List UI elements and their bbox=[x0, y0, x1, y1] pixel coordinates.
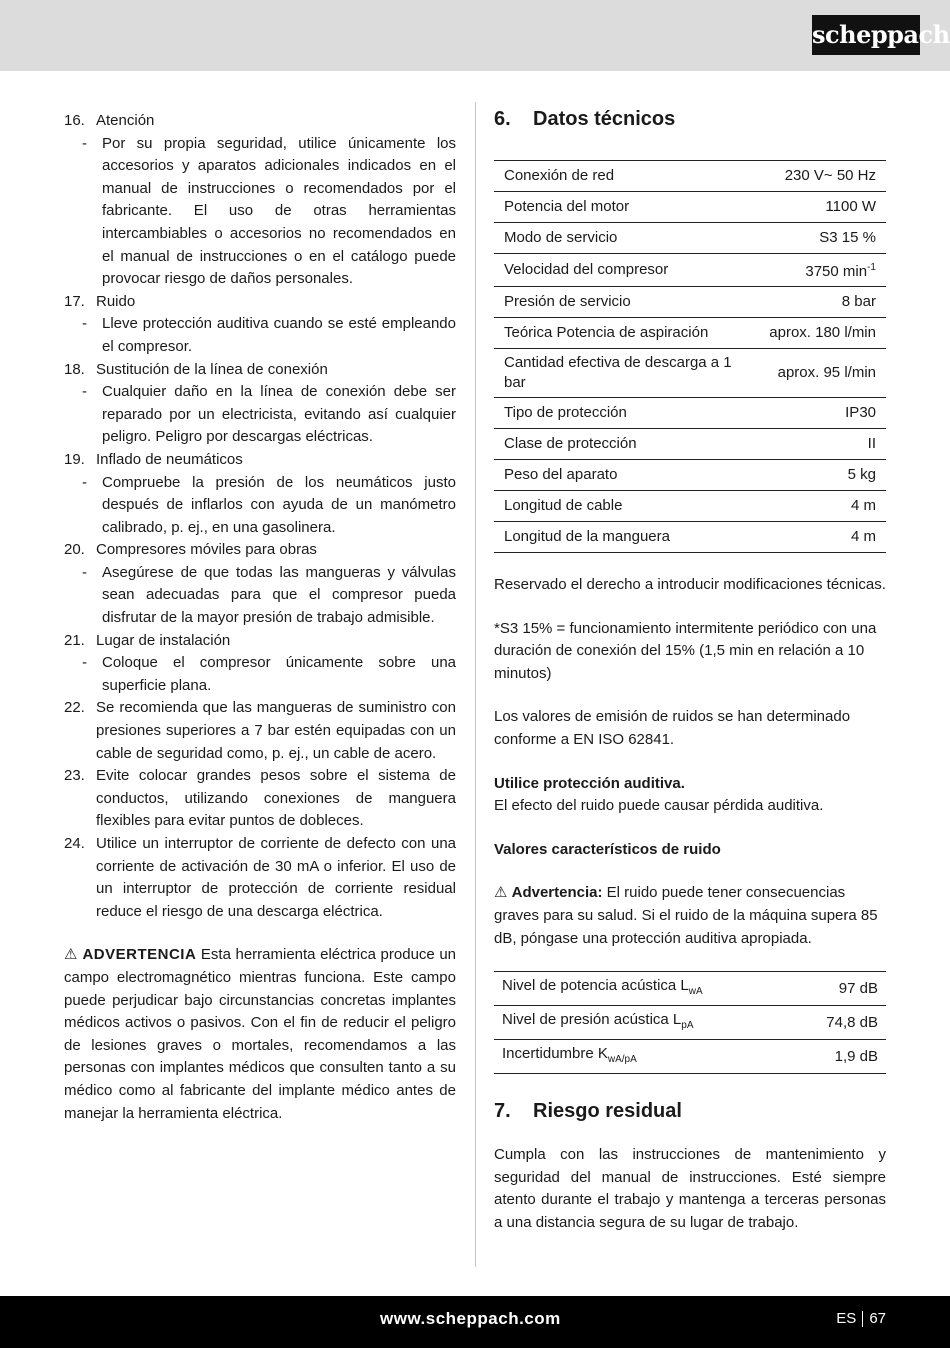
spec-label: Velocidad del compresor bbox=[494, 254, 759, 287]
reserved-note: Reservado el derecho a introducir modificaciones técnicas. bbox=[494, 576, 886, 593]
spec-value-text: IP30 bbox=[845, 404, 876, 421]
spec-value bbox=[759, 429, 886, 460]
spec-label: Longitud de cable bbox=[494, 491, 759, 522]
spec-value bbox=[759, 522, 886, 553]
spec-label: Conexión de red bbox=[494, 161, 759, 192]
dash-bullet: - bbox=[82, 563, 87, 581]
list-item bbox=[64, 110, 456, 133]
spec-value-text: 230 V~ 50 Hz bbox=[784, 167, 876, 184]
residual-risk-text: Cumpla con las instrucciones de mantenimiento y seguridad del manual de instrucciones. Esté siempre atento durante el trabajo y mantenga a terceras personas a una distancia segura de su lugar de trabajo. bbox=[494, 1146, 886, 1231]
spec-label: Modo de servicio bbox=[494, 223, 759, 254]
spec-value-text: II bbox=[867, 435, 876, 452]
table-row bbox=[494, 460, 886, 491]
subitem-text: Cualquier daño en la línea de conexión debe ser reparado por un electricista, evitando así cualquier peligro. Peligro por descargas eléctricas. bbox=[102, 383, 456, 446]
right-column bbox=[494, 104, 886, 1235]
table-row bbox=[494, 429, 886, 460]
language-code: ES bbox=[836, 1310, 857, 1327]
subitem-text: Compruebe la presión de los neumáticos justo después de inflarlos con ayuda de un manómetro calibrado, p. ej., en una gasolinera. bbox=[102, 473, 456, 536]
spec-value bbox=[759, 254, 886, 287]
table-row bbox=[494, 1006, 886, 1040]
spec-value bbox=[759, 287, 886, 318]
page-number-value: 67 bbox=[869, 1310, 886, 1327]
spec-label: Potencia del motor bbox=[494, 192, 759, 223]
list-item bbox=[64, 359, 456, 382]
subitem-text: Coloque el compresor únicamente sobre una superficie plana. bbox=[102, 654, 456, 694]
list-item bbox=[64, 630, 456, 653]
spec-unit-exponent: -1 bbox=[867, 262, 876, 273]
warning-label: ADVERTENCIA bbox=[82, 946, 197, 964]
noise-warning-text: El ruido puede tener consecuencias graves para su salud. Si el ruido de la máquina supera 85 dB, póngase una protección auditiva apropiada. bbox=[494, 884, 878, 947]
noise-label bbox=[494, 1006, 793, 1040]
item-number: 21. bbox=[64, 631, 85, 649]
hearing-protection-title: Utilice protección auditiva. bbox=[494, 774, 685, 792]
item-text: Atención bbox=[96, 112, 155, 129]
spec-label: Presión de servicio bbox=[494, 287, 759, 318]
page-header bbox=[0, 0, 950, 71]
spec-value bbox=[759, 398, 886, 429]
list-item bbox=[64, 765, 456, 833]
table-row bbox=[494, 318, 886, 349]
spec-value bbox=[759, 161, 886, 192]
spec-value-text: 8 bar bbox=[841, 293, 876, 310]
spec-value-text: 1100 W bbox=[825, 198, 876, 215]
table-row bbox=[494, 254, 886, 287]
noise-warning bbox=[494, 882, 886, 950]
noise-value: 1,9 dB bbox=[793, 1040, 886, 1074]
item-text: Se recomienda que las mangueras de suministro con presiones superiores a 7 bar estén equipadas con un cable de seguridad como, p. ej., un cable de acero. bbox=[96, 699, 456, 762]
spec-label: Teórica Potencia de aspiración bbox=[494, 318, 759, 349]
noise-heading bbox=[494, 839, 886, 862]
warning-triangle-icon: ⚠ bbox=[64, 946, 78, 964]
spec-value bbox=[759, 349, 886, 398]
table-row bbox=[494, 522, 886, 553]
section-6-heading bbox=[494, 104, 886, 134]
list-subitem bbox=[64, 652, 456, 697]
item-number: 23. bbox=[64, 767, 85, 785]
section-title: Riesgo residual bbox=[533, 1100, 682, 1123]
item-number: 20. bbox=[64, 541, 85, 559]
section-number: 7. bbox=[494, 1100, 511, 1123]
table-row bbox=[494, 398, 886, 429]
dash-bullet: - bbox=[82, 473, 87, 491]
list-item bbox=[64, 449, 456, 472]
item-number: 19. bbox=[64, 450, 85, 468]
item-number: 18. bbox=[64, 360, 85, 378]
spec-value-text: aprox. 180 l/min bbox=[769, 324, 876, 341]
spec-value-text: 4 m bbox=[850, 528, 876, 545]
spec-value bbox=[759, 460, 886, 491]
noise-label bbox=[494, 1040, 793, 1074]
dash-bullet: - bbox=[82, 383, 87, 401]
dash-bullet: - bbox=[82, 315, 87, 333]
table-row bbox=[494, 192, 886, 223]
spec-label: Clase de protección bbox=[494, 429, 759, 460]
spec-value-text: 5 kg bbox=[847, 466, 876, 483]
item-number: 17. bbox=[64, 292, 85, 310]
noise-label-text: Nivel de potencia acústica L bbox=[502, 977, 689, 995]
subitem-text: Por su propia seguridad, utilice únicamente los accesorios y aparatos adicionales indicados en el manual de instrucciones o recomendados por el fabricante. El uso de otras herramientas intercambiables o accesorios no recomendados en el manual de instrucciones o en el catálogo puede provocar riesgo de daños personales. bbox=[102, 134, 456, 288]
list-item bbox=[64, 833, 456, 923]
section-7-heading bbox=[494, 1096, 886, 1126]
item-text: Inflado de neumáticos bbox=[96, 450, 243, 468]
table-row bbox=[494, 491, 886, 522]
list-subitem bbox=[64, 133, 456, 291]
website-url: www.scheppach.com bbox=[380, 1309, 561, 1328]
tech-data-table bbox=[494, 160, 886, 553]
spec-value bbox=[759, 192, 886, 223]
column-divider bbox=[475, 102, 476, 1267]
noise-subscript: pA bbox=[681, 1020, 694, 1032]
noise-warning-label: Advertencia: bbox=[511, 884, 603, 902]
warning-text: Esta herramienta eléctrica produce un campo electromagnético mientras funciona. Este campo puede perjudicar bajo circunstancias concretas implantes médicos activos o pasivos. Con el fin de reducir el peligro de lesiones graves o mortales, recomendamos a las personas con implantes médicos que consulten tanto a su médico como al fabricante del implante médico antes de manejar la herramienta eléctrica. bbox=[64, 946, 457, 1122]
noise-subscript: wA bbox=[688, 986, 703, 998]
noise-value: 74,8 dB bbox=[793, 1006, 886, 1040]
left-column bbox=[64, 110, 456, 1125]
list-subitem bbox=[64, 562, 456, 630]
item-text: Utilice un interruptor de corriente de defecto con una corriente de activación de 30 mA o inferior. El uso de un interruptor de protección de corriente residual reduce el riesgo de una descarga eléctrica. bbox=[96, 835, 456, 920]
noise-subscript: wA/pA bbox=[607, 1054, 637, 1066]
safety-list bbox=[64, 110, 456, 923]
list-item bbox=[64, 539, 456, 562]
item-text: Evite colocar grandes pesos sobre el sistema de conductos, utilizando conexiones de manguera flexibles para evitar puntos de dobleces. bbox=[96, 767, 456, 830]
spec-label: Longitud de la manguera bbox=[494, 522, 759, 553]
table-row bbox=[494, 287, 886, 318]
item-text: Lugar de instalación bbox=[96, 631, 231, 649]
page-footer bbox=[0, 1296, 950, 1348]
noise-table bbox=[494, 971, 886, 1074]
list-subitem bbox=[64, 313, 456, 358]
item-text: Ruido bbox=[96, 292, 136, 310]
emf-warning bbox=[64, 944, 456, 1125]
subitem-text: Asegúrese de que todas las mangueras y válvulas sean adecuadas para que el compresor pueda disfrutar de la mayor presión de trabajo admisible. bbox=[102, 563, 456, 627]
item-number: 24. bbox=[64, 835, 85, 852]
emission-note: Los valores de emisión de ruidos se han determinado conforme a EN ISO 62841. bbox=[494, 708, 851, 748]
noise-value: 97 dB bbox=[793, 972, 886, 1006]
page-number bbox=[836, 1310, 886, 1327]
spec-label: Tipo de protección bbox=[494, 398, 759, 429]
dash-bullet: - bbox=[82, 134, 87, 152]
section-title: Datos técnicos bbox=[533, 108, 676, 130]
section-number: 6. bbox=[494, 108, 511, 130]
noise-label-text: Nivel de presión acústica L bbox=[502, 1011, 682, 1029]
spec-label: Cantidad efectiva de descarga a 1 bar bbox=[494, 349, 759, 398]
list-subitem bbox=[64, 472, 456, 540]
item-text: Sustitución de la línea de conexión bbox=[96, 360, 328, 378]
list-item bbox=[64, 697, 456, 765]
spec-value-text: 4 m bbox=[850, 497, 876, 514]
list-item bbox=[64, 291, 456, 314]
spec-value-text: aprox. 95 l/min bbox=[777, 364, 876, 381]
spec-value-text: S3 15 % bbox=[819, 229, 876, 246]
subitem-text: Lleve protección auditiva cuando se esté empleando el compresor. bbox=[102, 315, 456, 355]
table-row bbox=[494, 349, 886, 398]
item-number: 16. bbox=[64, 112, 85, 129]
spec-value bbox=[759, 491, 886, 522]
scheppach-logo: scheppach bbox=[812, 15, 920, 55]
list-subitem bbox=[64, 381, 456, 449]
spec-value bbox=[759, 318, 886, 349]
spec-value bbox=[759, 223, 886, 254]
table-row bbox=[494, 223, 886, 254]
table-row bbox=[494, 161, 886, 192]
item-text: Compresores móviles para obras bbox=[96, 541, 317, 559]
s3-note: *S3 15% = funcionamiento intermitente periódico con una duración de conexión del 15% (1,5 min en relación a 10 minutos) bbox=[494, 619, 877, 682]
warning-triangle-icon: ⚠ bbox=[494, 884, 508, 902]
dash-bullet: - bbox=[82, 654, 87, 672]
hearing-protection bbox=[494, 773, 886, 818]
spec-value-text: 3750 min bbox=[805, 263, 868, 280]
hearing-protection-text: El efecto del ruido puede causar pérdida auditiva. bbox=[494, 797, 824, 815]
table-row bbox=[494, 1040, 886, 1074]
separator bbox=[862, 1311, 863, 1327]
noise-label-text: Incertidumbre K bbox=[502, 1045, 608, 1063]
table-row bbox=[494, 972, 886, 1006]
item-number: 22. bbox=[64, 699, 85, 717]
noise-heading-text: Valores característicos de ruido bbox=[494, 840, 721, 858]
noise-label bbox=[494, 972, 793, 1006]
spec-label: Peso del aparato bbox=[494, 460, 759, 491]
